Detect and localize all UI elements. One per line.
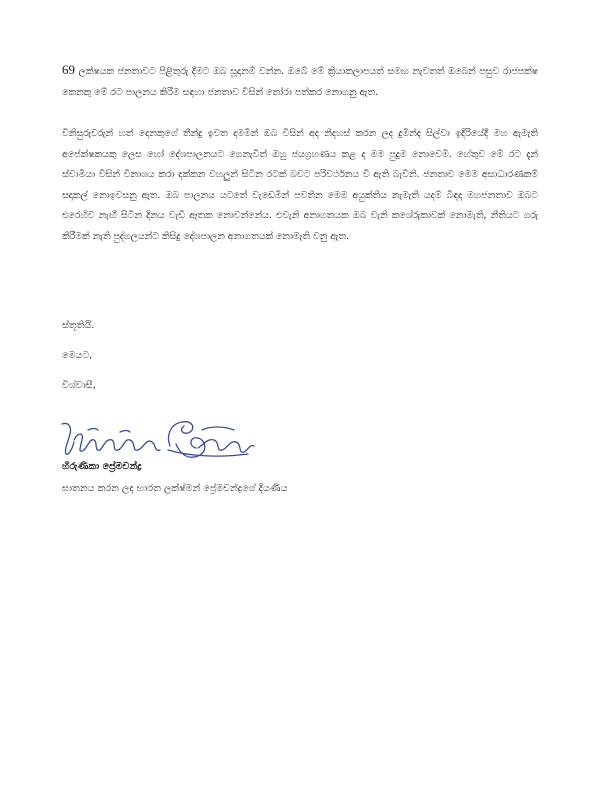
paragraph-1-lead-number: 69 <box>62 62 75 77</box>
paragraph-1-text: ලක්ෂයක ජනතාවට පිළිතුරු දීමට ඔබ සූදානම් වන්න. ඔබේ මේ ක්‍රියාකලාපයත් සමඟ නැවතත් ඔබෙන් පසුව රාජපක්ෂ කෙනකු මේ රට පාලනය කිරීම සඳහා ජනතාව විසින් තෝරා පත්කර නොගනු ඇත. <box>62 66 538 98</box>
closing-for-this: මෙයට, <box>62 350 93 361</box>
closing-trustworthy: විශ්වාසී, <box>62 380 96 391</box>
closing-thanks: ස්තූතියි. <box>62 320 95 331</box>
paragraph-2: විනිසුරුවරුන් හත් දෙනකුගේ තීන්දු ඉවත දමමින් ඔබ විසින් අද නිදහස් කරන ලද දුමින්ද සිල්වා ඉදිරියේදී මහ ඇමැති අපේක්ෂකයකු ලෙස හෝ දේශපාලනයට ගෙනැවිත් ඔහු ජයග්‍රහණය කළ ද මම පුදුම නොවෙමි. හේතුව මේ රට දැන් ස්වාමියා විසින් විනාශය කරා දක්කන වහලුන් සිටින රටක් බවට පරිවර්ථනය වී ඇති බැවිනි. ජනතාව මෙම අසාධාරණකම් සදාකල් නොඉවසනු ඇත. ඔබ පාලනය යටතේ වැඩෙමින් පවතින මෙම අයුක්තිය නැමැති යදම් බිඳදා මහජනතාව ඔබට එරෙහිව නැඟී සිටින දිනය වැඩි ඈතක නොවන්නේය. එවැනි අනාගතයක ඔබ වැනි කශේරුකාවක් නොමැති, නීතියට ගරු කිරීමක් නැති පුද්ගලයන්ට කිසිදු දේශපාලන අනාගතයක් නොමැති වනු ඇත. <box>62 128 538 242</box>
paragraph-1 <box>62 60 538 103</box>
signer-name: හිරුණිකා ප්‍රේමචන්ද්‍ර <box>62 461 142 472</box>
signer-title: ඝාතනය කරන ලද භාරත ලක්ෂ්මන් ප්‍රේමචන්ද්‍රගේ දියණිය <box>62 483 288 494</box>
